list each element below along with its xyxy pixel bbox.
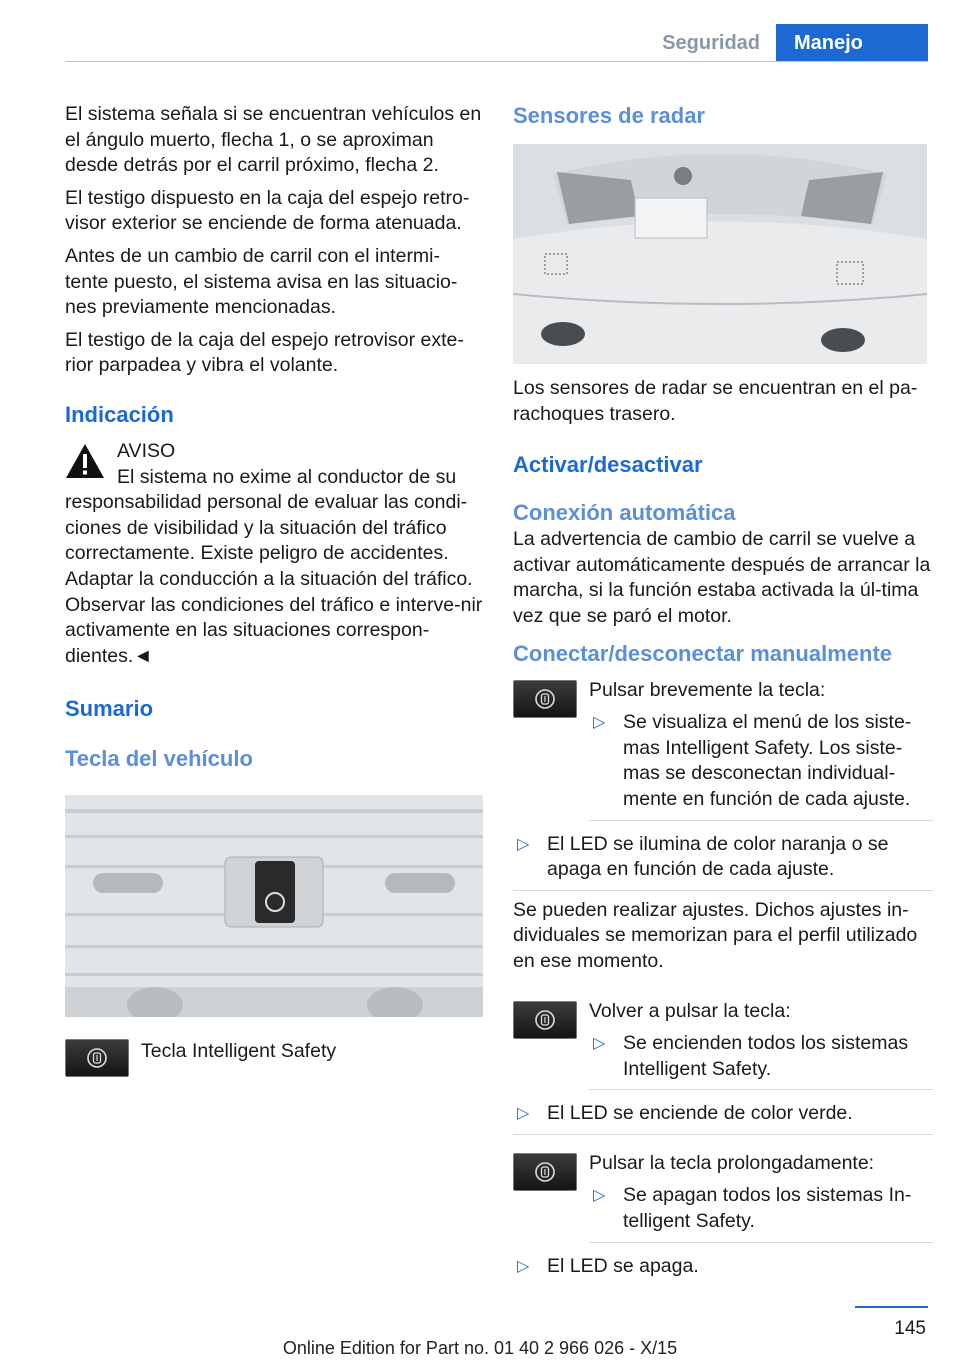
section-heading-sumario: Sumario <box>65 696 154 722</box>
bullet-triangle-icon: ▷ <box>593 1035 606 1053</box>
footer-divider <box>855 1306 928 1308</box>
bullet-triangle-icon: ▷ <box>517 1105 530 1123</box>
paragraph: El sistema señala si se encuentran vehículos en el ángulo muerto, flecha 1, o se aproximan desde detrás por el carril próximo, flecha 2. <box>65 103 482 177</box>
caption-row <box>65 1039 483 1077</box>
bullet-triangle-icon: ▷ <box>593 714 606 732</box>
subheading-tecla: Tecla del vehículo <box>65 746 253 772</box>
warning-title: AVISO <box>117 439 176 462</box>
result-list <box>513 832 933 891</box>
paragraph: Antes de un cambio de carril con el intermi‐tente puesto, el sistema avisa en las situacio‐nes previamente mencionadas. <box>65 244 458 319</box>
tab-manejo[interactable]: Manejo <box>776 24 928 62</box>
list-item: ▷ El LED se apaga. <box>513 1254 933 1287</box>
list-item: ▷ Se visualiza el menú de los siste‐mas Intelligent Safety. Los siste‐mas se desconectan individual‐mente en función de cada ajuste. <box>589 710 933 820</box>
subheading-sensores: Sensores de radar <box>513 103 705 128</box>
section-heading-activar: Activar/desactivar <box>513 452 703 478</box>
list-item: ▷ Se encienden todos los sistemas Intelligent Safety. <box>589 1031 933 1090</box>
dashboard-illustration <box>65 795 483 1017</box>
rear-car-illustration <box>513 144 927 364</box>
paragraph: El testigo de la caja del espejo retrovisor exte‐rior parpadea y vibra el volante. <box>65 328 464 377</box>
step-result-list <box>589 710 933 820</box>
list-item: ▷ El LED se ilumina de color naranja o se apaga en función de cada ajuste. <box>513 832 933 891</box>
subheading-manual: Conectar/desconectar manualmente <box>513 640 893 666</box>
bullet-triangle-icon: ▷ <box>517 1257 530 1275</box>
step-long-press <box>513 1151 933 1250</box>
list-item: ▷ Se apagan todos los sistemas In‐telligent Safety. <box>589 1183 933 1242</box>
figure-caption: Tecla Intelligent Safety <box>141 1040 337 1063</box>
result-list <box>513 1101 933 1135</box>
step-short-press <box>513 678 933 828</box>
intelligent-safety-button-icon <box>513 680 577 718</box>
right-column <box>513 102 933 1293</box>
warning-triangle-icon <box>65 443 105 479</box>
step-result-list <box>589 1183 933 1242</box>
paragraph: Se pueden realizar ajustes. Dichos ajustes in‐dividuales se memorizan para el perfil utilizado en ese momento. <box>513 898 918 972</box>
bullet-triangle-icon: ▷ <box>517 835 530 853</box>
intelligent-safety-button-icon <box>65 1039 129 1077</box>
paragraph: El testigo dispuesto en la caja del espejo retro‐visor exterior se enciende de forma atenuada. <box>65 186 470 235</box>
bullet-triangle-icon: ▷ <box>593 1187 606 1205</box>
step-result-list <box>589 1031 933 1090</box>
warning-box <box>65 439 483 669</box>
left-column <box>65 102 483 1077</box>
edition-footer: Online Edition for Part no. 01 40 2 966 026 - X/15 <box>282 1338 678 1358</box>
result-list <box>513 1254 933 1287</box>
step-press-again <box>513 999 933 1098</box>
warning-text: responsabilidad personal de evaluar las condi‐ciones de visibilidad y la situación del tráfico correctamente. Existe peligro de accidentes. Adaptar la conducción a la situación del tráfico. Observar las condiciones del tráfico e interve‐nir activamente en las situaciones correspon‐dientes.◄ <box>65 491 483 667</box>
subheading-conexion: Conexión automática <box>513 500 736 526</box>
list-item: ▷ El LED se enciende de color verde. <box>513 1101 933 1135</box>
paragraph: Los sensores de radar se encuentran en el pa‐rachoques trasero. <box>513 377 918 425</box>
tab-seguridad[interactable]: Seguridad <box>662 31 760 54</box>
paragraph: La advertencia de cambio de carril se vuelve a activar automáticamente después de arrancar la marcha, si la función estaba activada la úl‐tima vez que se paró el motor. <box>513 528 931 627</box>
intelligent-safety-button-icon <box>513 1001 577 1039</box>
step-instruction: Pulsar brevemente la tecla: <box>589 678 826 701</box>
section-heading-indicacion: Indicación <box>65 401 174 427</box>
page-header <box>646 24 928 62</box>
rear-bumper-photo <box>513 144 927 364</box>
header-divider <box>65 61 928 62</box>
dashboard-button-photo <box>65 795 483 1017</box>
intelligent-safety-button-icon <box>513 1153 577 1191</box>
warning-lead: El sistema no exime al conductor de su <box>117 465 457 488</box>
page-number: 145 <box>894 1318 926 1339</box>
step-instruction: Volver a pulsar la tecla: <box>589 999 791 1022</box>
step-instruction: Pulsar la tecla prolongadamente: <box>589 1151 875 1174</box>
